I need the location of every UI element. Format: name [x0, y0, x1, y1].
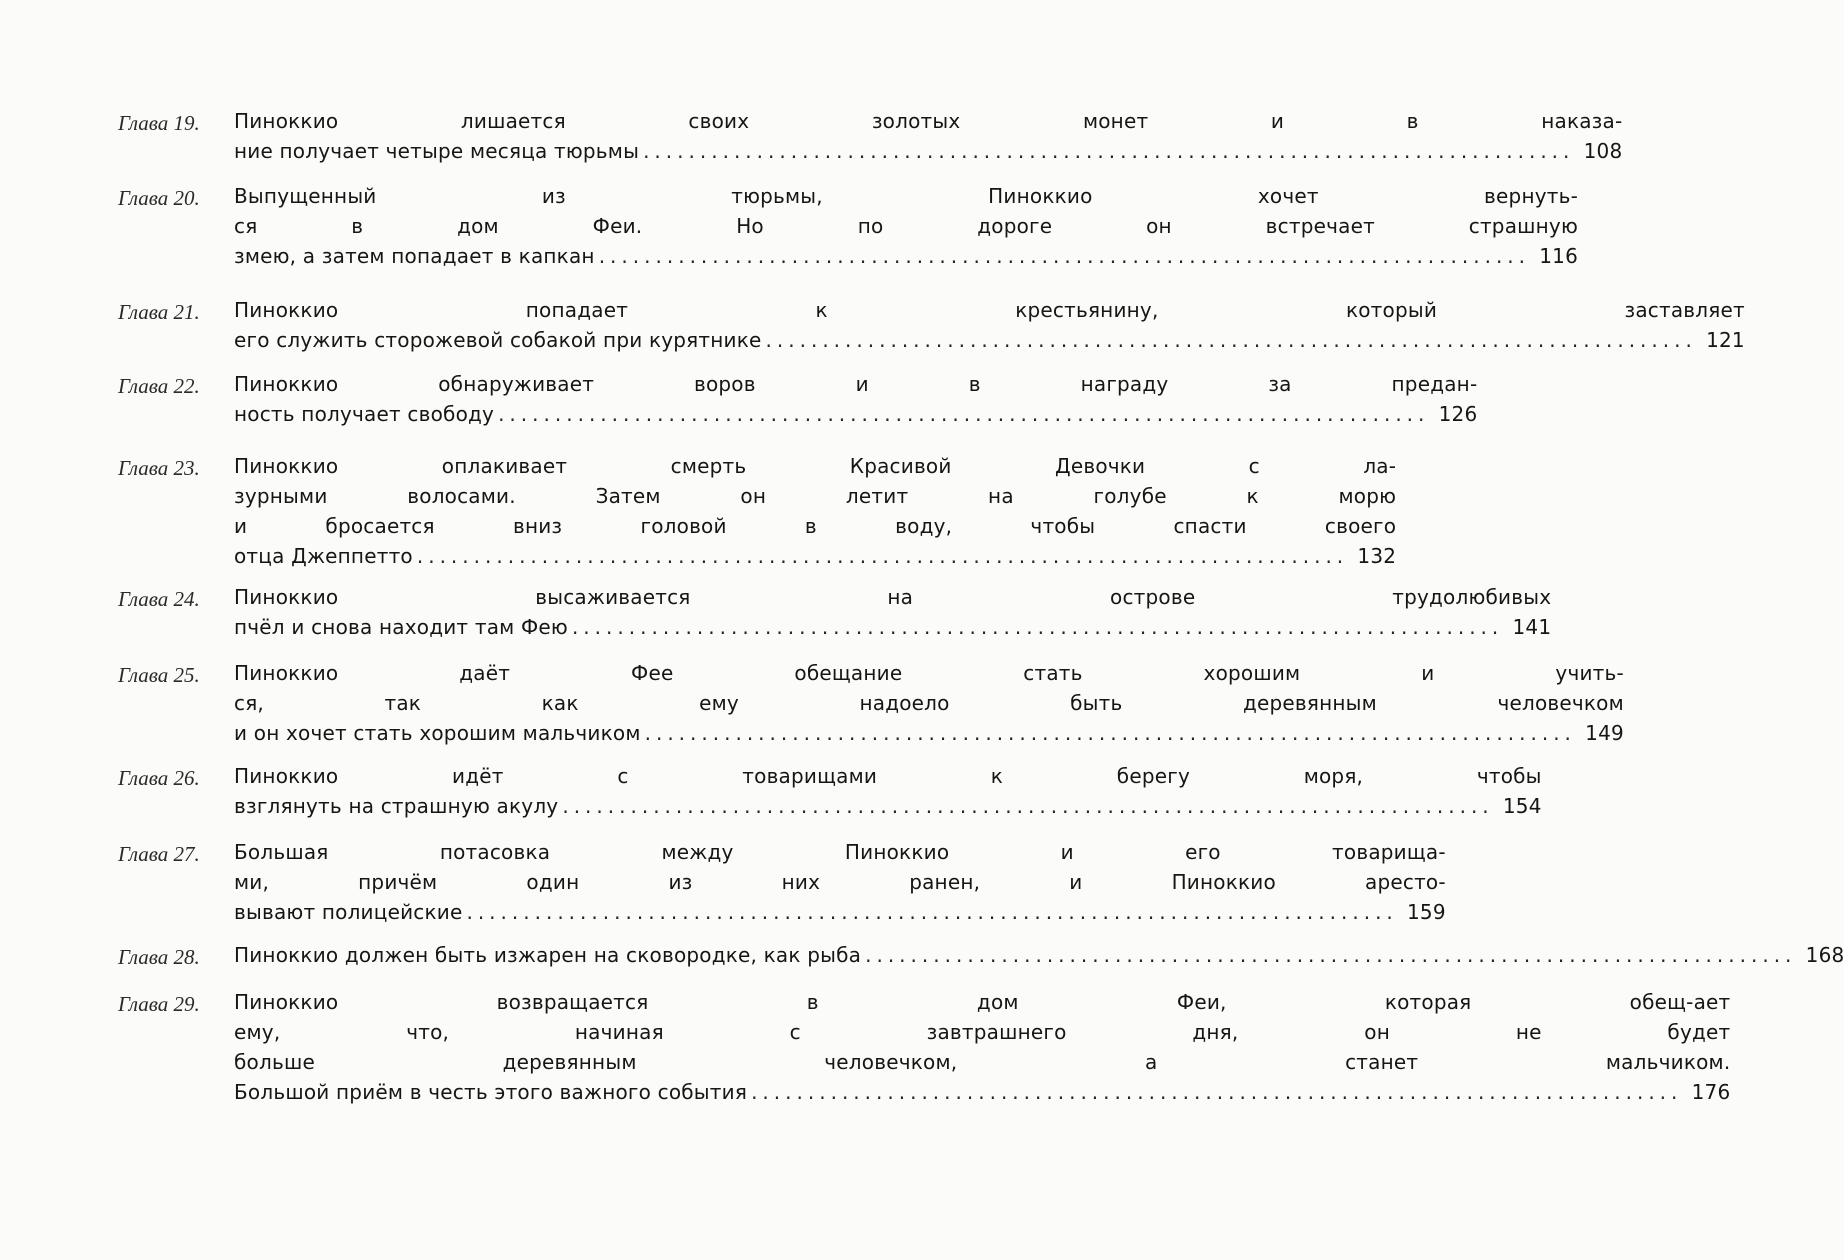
toc-entry-chapter-26: [118, 761, 1542, 837]
description-line: Пиноккио лишается своих золотых монет и в наказа-: [234, 109, 1623, 133]
page-number: 159: [1407, 900, 1446, 924]
description-line: взглянуть на страшную акулу: [234, 794, 559, 818]
dot-leader: ..................................................................................: [416, 544, 1349, 568]
dot-leader: ..................................................................................: [865, 943, 1797, 967]
chapter-label: Глава 28.: [118, 945, 200, 969]
page-number: 108: [1583, 139, 1623, 163]
description-line: Пиноккио высаживается на острове трудолюбивых: [234, 585, 1552, 609]
description-line: больше деревянным человечком, а станет мальчиком.: [234, 1050, 1731, 1074]
description-last-line: [234, 897, 1446, 927]
description-last-line: [234, 241, 1578, 271]
toc-entry-chapter-24: [118, 582, 1552, 658]
dot-leader: ..................................................................................: [571, 615, 1504, 639]
description-line: Пиноккио должен быть изжарен на сковородке, как рыба: [234, 943, 862, 967]
description-line: Пиноккио попадает к крестьянину, который заставляет: [234, 298, 1745, 322]
toc-entry-chapter-21: [118, 295, 1745, 369]
description-line: ми, причём один из них ранен, и Пиноккио aресто-: [234, 870, 1446, 894]
description-line: Пиноккио идёт с товарищами к берегу моря, чтобы: [234, 764, 1542, 788]
chapter-label: Глава 22.: [118, 374, 200, 398]
chapter-description: [234, 451, 1396, 571]
description-last-line: [234, 136, 1622, 166]
toc-entry-chapter-28: [118, 940, 1844, 987]
dot-leader: ..................................................................................: [765, 328, 1697, 352]
description-line: ся, так как ему надоело быть деревянным человечком: [234, 691, 1624, 715]
description-line: ние получает четыре месяца тюрьмы: [234, 139, 640, 163]
toc-entry-chapter-29: [118, 987, 1731, 1111]
description-last-line: [234, 325, 1745, 355]
chapter-label: Глава 27.: [118, 842, 200, 866]
table-of-contents: [118, 106, 1844, 1111]
description-line: ему, что, начиная с завтрашнего дня, он не будет: [234, 1020, 1731, 1044]
chapter-description: [234, 295, 1745, 355]
description-line: Пиноккио оплакивает смерть Красивой Девочки с ла-: [234, 454, 1397, 478]
dot-leader: ..................................................................................: [498, 402, 1430, 426]
chapter-description: [234, 582, 1551, 642]
dot-leader: ..................................................................................: [562, 794, 1494, 818]
page-number: 121: [1706, 328, 1745, 352]
description-last-line: [234, 399, 1477, 429]
dot-leader: ..................................................................................: [598, 244, 1531, 268]
page-number: 149: [1585, 721, 1624, 745]
description-last-line: [234, 1077, 1730, 1107]
chapter-label: Глава 23.: [118, 456, 200, 480]
description-line: его служить сторожевой собакой при курятнике: [234, 328, 762, 352]
description-line: Большая потасовка между Пиноккио и его товарища-: [234, 840, 1446, 864]
chapter-label: Глава 24.: [118, 587, 200, 611]
dot-leader: ..................................................................................: [751, 1080, 1683, 1104]
description-line: пчёл и снова находит там Фею: [234, 615, 568, 639]
description-last-line: [234, 541, 1396, 571]
chapter-label: Глава 25.: [118, 663, 200, 687]
description-line: Пиноккио возвращается в дом Феи, которая обещ-ает: [234, 990, 1731, 1014]
chapter-description: [234, 106, 1622, 166]
chapter-description: [234, 181, 1578, 271]
chapter-label: Глава 29.: [118, 992, 200, 1016]
dot-leader: ..................................................................................: [644, 721, 1576, 745]
description-line: и он хочет стать хорошим мальчиком: [234, 721, 641, 745]
description-line: Пиноккио обнаруживает воров и в награду за предан-: [234, 372, 1478, 396]
chapter-description: [234, 837, 1446, 927]
toc-entry-chapter-27: [118, 837, 1446, 940]
description-line: змею, а затем попадает в капкан: [234, 244, 595, 268]
page-number: 116: [1539, 244, 1579, 268]
description-line: вывают полицейские: [234, 900, 463, 924]
page-number: 176: [1691, 1080, 1731, 1104]
page-number: 154: [1502, 794, 1542, 818]
toc-entry-chapter-19: [118, 106, 1623, 181]
chapter-label: Глава 19.: [118, 111, 200, 135]
chapter-description: [234, 761, 1542, 821]
description-line: Пиноккио даёт Фее обещание стать хорошим и учить-: [234, 661, 1624, 685]
description-line: отца Джеппетто: [234, 544, 413, 568]
dot-leader: ..................................................................................: [466, 900, 1398, 924]
page-number: 132: [1357, 544, 1397, 568]
description-line: ность получает свободу: [234, 402, 495, 426]
toc-entry-chapter-23: [118, 451, 1397, 582]
description-line: и бросается вниз головой в воду, чтобы спасти своего: [234, 514, 1397, 538]
chapter-label: Глава 20.: [118, 186, 200, 210]
description-line: зурными волосами. Затем он летит на голубе к морю: [234, 484, 1397, 508]
toc-entry-chapter-22: [118, 369, 1478, 451]
toc-entry-chapter-25: [118, 658, 1624, 761]
description-last-line: [234, 612, 1551, 642]
chapter-description: [234, 658, 1624, 748]
page-number: 168: [1805, 943, 1844, 967]
toc-entry-chapter-20: [118, 181, 1579, 295]
chapter-description: [234, 940, 1844, 970]
chapter-description: [234, 987, 1730, 1107]
page-number: 141: [1512, 615, 1552, 639]
dot-leader: ..................................................................................: [643, 139, 1575, 163]
description-line: Выпущенный из тюрьмы, Пиноккио хочет вернуть-: [234, 184, 1579, 208]
description-last-line: [234, 940, 1844, 970]
description-last-line: [234, 791, 1542, 821]
chapter-label: Глава 21.: [118, 300, 200, 324]
description-line: ся в дом Феи. Но по дороге он встречает страшную: [234, 214, 1579, 238]
chapter-label: Глава 26.: [118, 766, 200, 790]
description-last-line: [234, 718, 1624, 748]
chapter-description: [234, 369, 1477, 429]
description-line: Большой приём в честь этого важного события: [234, 1080, 748, 1104]
page-number: 126: [1438, 402, 1478, 426]
